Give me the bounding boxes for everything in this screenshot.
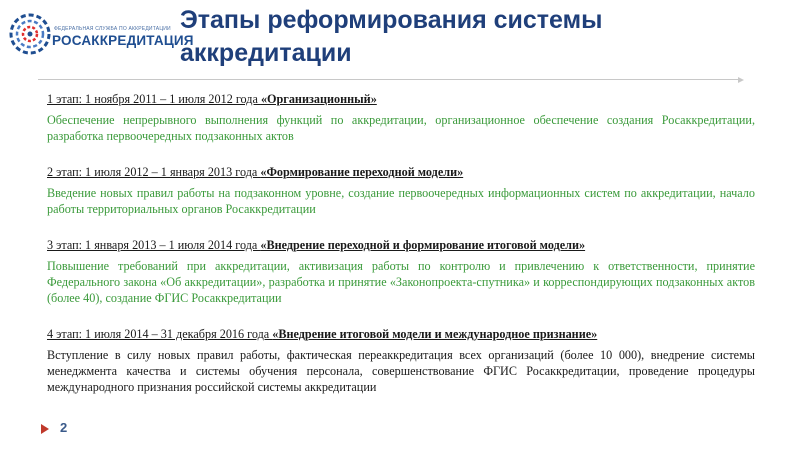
stage-description: Обеспечение непрерывного выполнения функций по аккредитации, организационное обеспечение создания Росаккредитации, разработка первоочередных подзаконных актов bbox=[47, 113, 755, 143]
stage-name: «Организационный» bbox=[260, 92, 377, 106]
slide-title: Этапы реформирования системы аккредитации bbox=[180, 6, 603, 67]
stage-name: «Формирование переходной модели» bbox=[260, 165, 464, 179]
stage-heading bbox=[47, 91, 755, 107]
stage-period: 3 этап: 1 января 2013 – 1 июля 2014 года bbox=[47, 238, 261, 252]
stage-2 bbox=[47, 164, 755, 217]
stage-period: 4 этап: 1 июля 2014 – 31 декабря 2016 года bbox=[47, 327, 273, 341]
logo-wordmark: РОСАККРЕДИТАЦИЯ bbox=[52, 33, 194, 48]
stage-3 bbox=[47, 237, 755, 306]
divider-line bbox=[38, 79, 738, 80]
logo-small-text: ФЕДЕРАЛЬНАЯ СЛУЖБА ПО АККРЕДИТАЦИИ bbox=[54, 26, 171, 32]
stages-list bbox=[47, 91, 755, 415]
stage-description: Введение новых правил работы на подзаконном уровне, создание первоочередных информационных систем по аккредитации, начало работы территориальных органов Росаккредитации bbox=[47, 186, 755, 216]
stage-period: 2 этап: 1 июля 2012 – 1 января 2013 года bbox=[47, 165, 261, 179]
title-divider bbox=[38, 77, 798, 83]
stage-name: «Внедрение переходной и формирование итоговой модели» bbox=[260, 238, 586, 252]
stage-name: «Внедрение итоговой модели и международное признание» bbox=[272, 327, 598, 341]
page-number: 2 bbox=[60, 420, 68, 435]
stage-1 bbox=[47, 91, 755, 144]
stage-heading bbox=[47, 237, 755, 253]
stage-period: 1 этап: 1 ноября 2011 – 1 июля 2012 года bbox=[47, 92, 261, 106]
divider-arrow-icon bbox=[738, 77, 744, 83]
logo-emblem-icon bbox=[8, 12, 52, 56]
stage-heading bbox=[47, 326, 755, 342]
stage-heading bbox=[47, 164, 755, 180]
stage-description: Вступление в силу новых правил работы, фактическая переаккредитация всех организаций (более 10 000), внедрение системы менеджмента качества и системы обучения персонала, совершенствование ФГИС Росаккредитации, проведение процедуры международного признания российской системы аккредитации bbox=[47, 348, 755, 394]
stage-description: Повышение требований при аккредитации, активизация работы по контролю и привлечению к ответственности, принятие Федерального закона «Об аккредитации», разработка и принятие «Законопроекта-спутника» и корреспондирующих подзаконных актов (более 40), создание ФГИС Росаккредитации bbox=[47, 259, 755, 305]
rosaccreditation-logo bbox=[8, 8, 194, 64]
footer-arrow-icon bbox=[41, 424, 49, 434]
stage-4 bbox=[47, 326, 755, 395]
